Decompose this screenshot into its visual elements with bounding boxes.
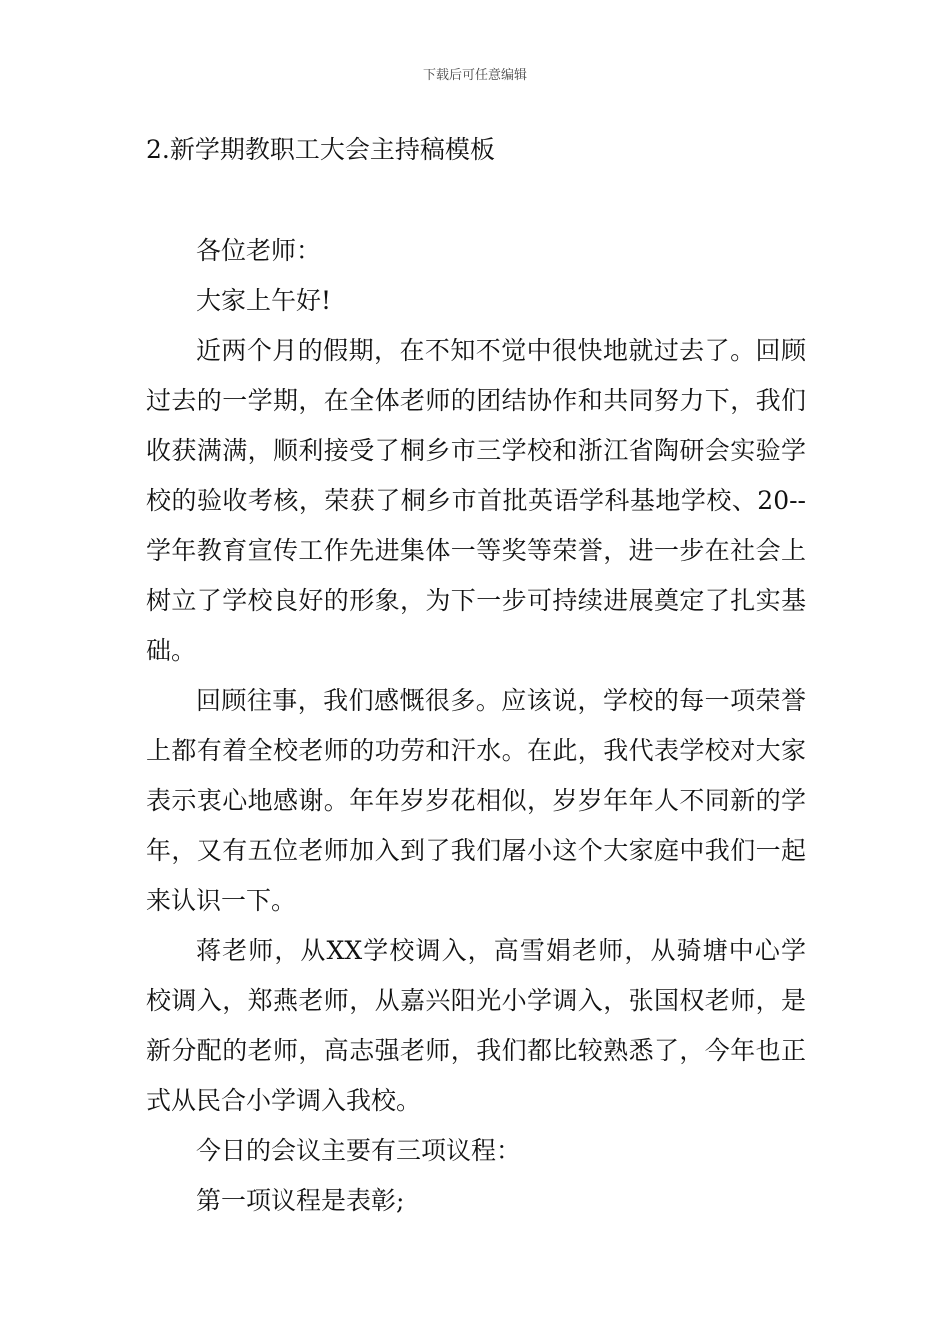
paragraph-thanks: 回顾往事，我们感慨很多。应该说，学校的每一项荣誉上都有着全校老师的功劳和汗水。在此，我代表学校对大家表示衷心地感谢。年年岁岁花相似，岁岁年年人不同新的学年，又有五位老师加入到了我们屠小这个大家庭中我们一起来认识一下。 xyxy=(146,686,806,915)
document-title: 2.新学期教职工大会主持稿模板 xyxy=(146,135,495,164)
paragraph-greeting: 各位老师： xyxy=(196,236,322,265)
paragraph-salutation: 大家上午好! xyxy=(196,286,332,315)
paragraph-agenda-item-1: 第一项议程是表彰; xyxy=(196,1186,405,1215)
paragraph-review: 近两个月的假期，在不知不觉中很快地就过去了。回顾过去的一学期，在全体老师的团结协作和共同努力下，我们收获满满，顺利接受了桐乡市三学校和浙江省陶研会实验学校的验收考核，荣获了桐乡市首批英语学科基地学校、20--学年教育宣传工作先进集体一等奖等荣誉，进一步在社会上树立了学校良好的形象，为下一步可持续进展奠定了扎实基础。 xyxy=(146,336,806,665)
document-body xyxy=(146,226,806,1226)
paragraph-new-teachers: 蒋老师，从XX学校调入，高雪娟老师，从骑塘中心学校调入，郑燕老师，从嘉兴阳光小学调入，张国权老师，是新分配的老师，高志强老师，我们都比较熟悉了，今年也正式从民合小学调入我校。 xyxy=(146,936,806,1115)
paragraph-agenda-intro: 今日的会议主要有三项议程： xyxy=(196,1136,522,1165)
page-header-note: 下载后可任意编辑 xyxy=(422,68,527,83)
